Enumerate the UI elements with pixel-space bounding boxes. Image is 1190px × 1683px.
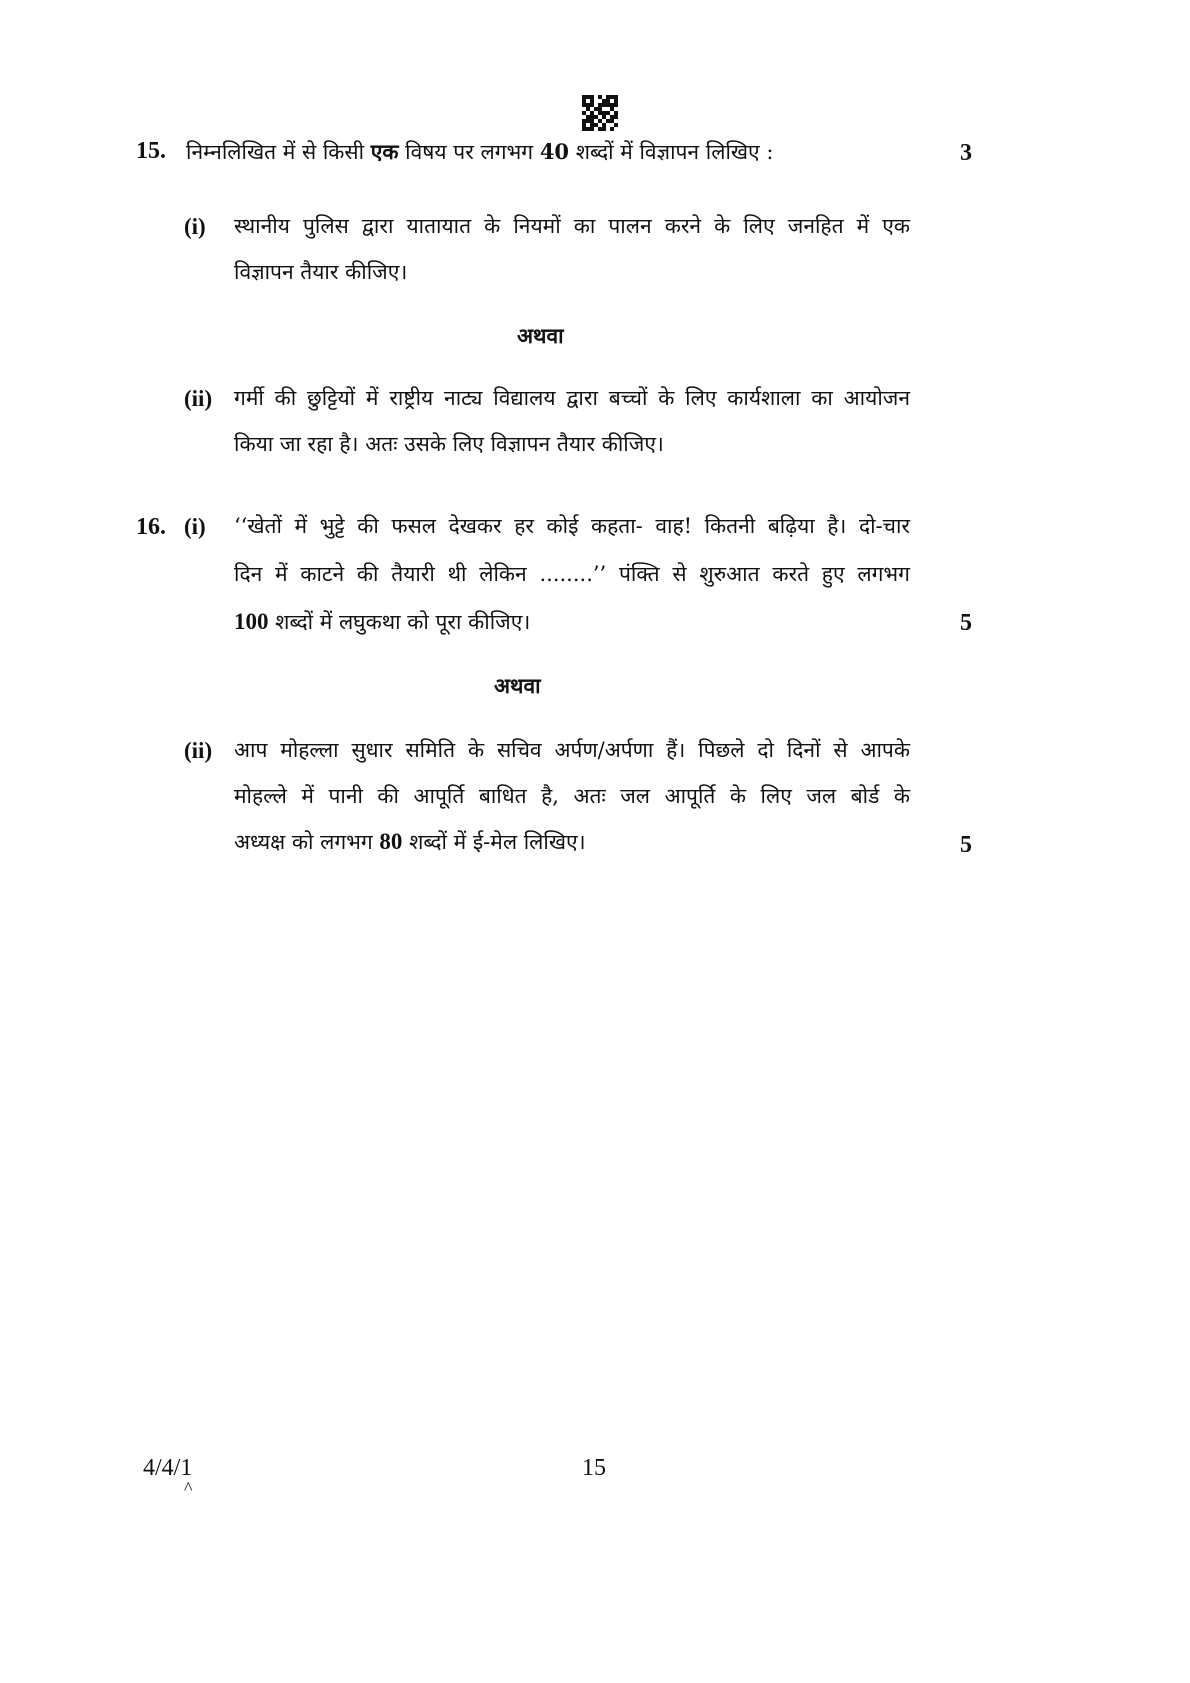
line-text: अध्यक्ष को लगभग (234, 830, 380, 854)
option-label-16-ii: (ii) (184, 738, 213, 763)
paper-code: 4/4/1 (143, 1455, 193, 1481)
prompt-text: निम्नलिखित में से किसी (186, 140, 371, 164)
prompt-text: शब्दों में विज्ञापन लिखिए : (569, 140, 774, 164)
or-separator-15: अथवा (517, 323, 564, 348)
option-15-i-line-1: स्थानीय पुलिस द्वारा यातायात के नियमों का पालन करने के लिए जनहित में एक (234, 214, 910, 238)
line-text: शब्दों में ई-मेल लिखिए। (402, 830, 586, 854)
question-number-15: 15. (136, 138, 166, 164)
word-count-80: 80 (379, 829, 403, 854)
option-16-i-line-2: दिन में काटने की तैयारी थी लेकिन ........’’ पंक्ति से शुरुआत करते हुए लगभग (234, 562, 910, 586)
or-separator-16: अथवा (494, 673, 541, 698)
line-text: शब्दों में लघुकथा को पूरा कीजिए। (268, 610, 531, 634)
marks-16-ii: 5 (960, 832, 972, 858)
prompt-bold-one: एक (370, 139, 399, 164)
option-15-i-line-2: विज्ञापन तैयार कीजिए। (234, 260, 408, 284)
option-16-i-line-3 (234, 608, 530, 636)
option-15-ii-line-1: गर्मी की छुट्टियों में राष्ट्रीय नाट्य विद्यालय द्वारा बच्चों के लिए कार्यशाला का आयोजन (234, 386, 910, 410)
marks-15: 3 (960, 140, 972, 166)
qr-code-icon (582, 95, 618, 133)
option-label-15-i: (i) (184, 214, 206, 239)
page-number: 15 (582, 1455, 606, 1481)
option-label-16-i: (i) (184, 514, 206, 539)
word-count-100: 100 (234, 609, 269, 634)
option-16-ii-line-1: आप मोहल्ला सुधार समिति के सचिव अर्पण/अर्पणा हैं। पिछले दो दिनों से आपके (234, 738, 910, 762)
option-label-15-ii: (ii) (184, 386, 213, 411)
marks-16-i: 5 (960, 610, 972, 636)
question-number-16: 16. (136, 514, 166, 540)
option-16-ii-line-2: मोहल्ले में पानी की आपूर्ति बाधित है, अतः जल आपूर्ति के लिए जल बोर्ड के (234, 784, 910, 808)
caret-mark: ^ (184, 1478, 193, 1498)
prompt-text: विषय पर लगभग (398, 140, 540, 164)
option-15-ii-line-2: किया जा रहा है। अतः उसके लिए विज्ञापन तैयार कीजिए। (234, 432, 664, 456)
prompt-word-count: 40 (539, 139, 570, 164)
question-15-prompt (186, 138, 773, 166)
option-16-i-line-1: ‘‘खेतों में भुट्टे की फसल देखकर हर कोई कहता- वाह! कितनी बढ़िया है। दो-चार (234, 514, 910, 538)
option-16-ii-line-3 (234, 828, 586, 856)
